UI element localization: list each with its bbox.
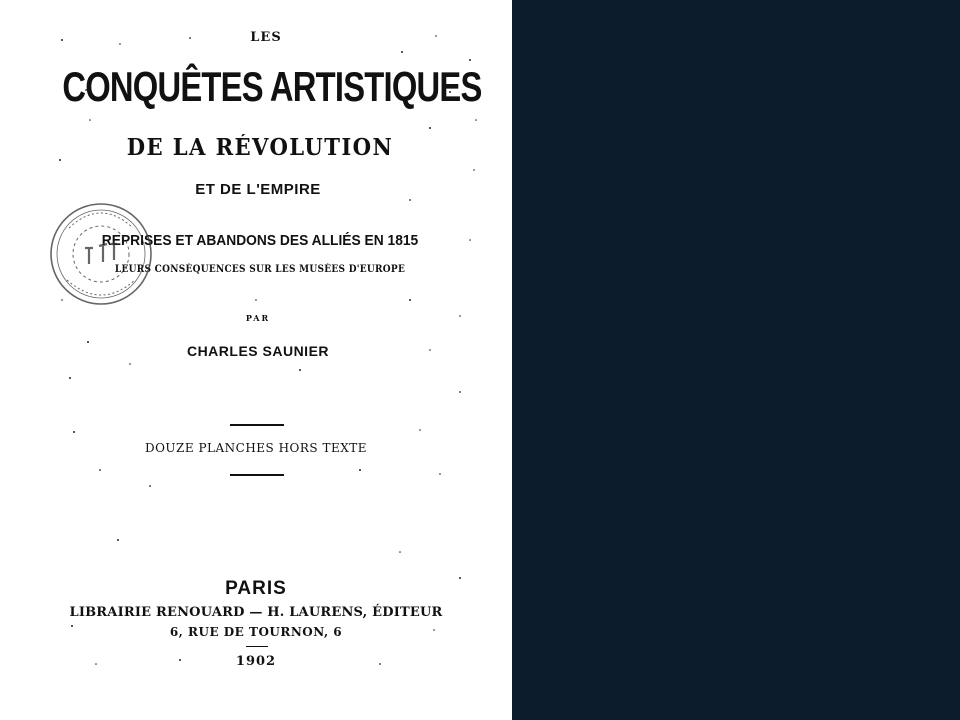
by-label: PAR — [245, 313, 271, 323]
author-name: CHARLES SAUNIER — [186, 343, 330, 359]
year-dash — [246, 646, 268, 647]
main-title-line-2: DE LA RÉVOLUTION — [126, 134, 394, 161]
publication-year: 1902 — [235, 654, 277, 669]
publisher-name: LIBRAIRIE RENOUARD — H. LAURENS, ÉDITEUR — [69, 605, 443, 620]
main-title-line-1: CONQUÊTES ARTISTIQUES — [62, 63, 482, 110]
main-title-line-3: ET DE L'EMPIRE — [195, 181, 321, 198]
divider-rule-bottom — [230, 474, 284, 476]
plates-note: DOUZE PLANCHES HORS TEXTE — [144, 441, 368, 455]
library-stamp-icon — [47, 200, 155, 308]
empty-dark-panel — [512, 0, 960, 720]
publisher-address: 6, RUE DE TOURNON, 6 — [169, 625, 343, 639]
publication-city: PARIS — [225, 578, 287, 599]
subtitle-line-2: LEURS CONSÉQUENCES SUR LES MUSÉES D'EUROPE — [114, 264, 406, 275]
subtitle-line-1: REPRISES ET ABANDONS DES ALLIÉS EN 1815 — [101, 232, 419, 249]
divider-rule-top — [230, 424, 284, 426]
title-prefix: LES — [250, 30, 282, 45]
